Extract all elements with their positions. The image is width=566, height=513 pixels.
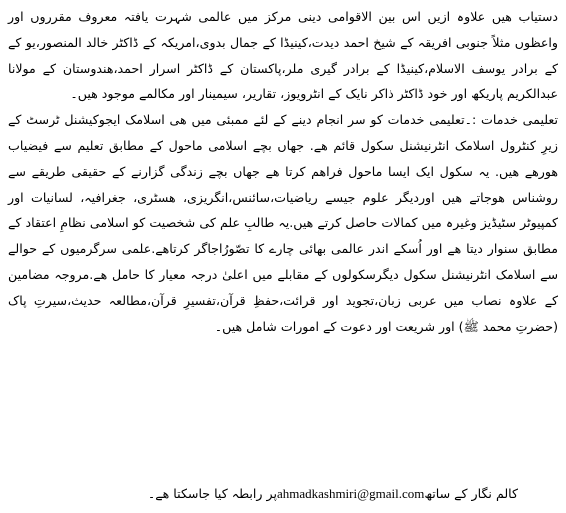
paragraph-educational-services [8, 107, 558, 339]
section-heading-educational-services: تعلیمی خدمات : [471, 112, 558, 128]
paragraph-educational-services-body: ۔تعلیمی خدمات کو سر انجام دینے کے لئے ممبئی میں ھی اسلامک ایجوکیشنل ٹرسٹ کے زیرِ کنٹرول اسلامک انٹرنیشنل سکول قائم ھے. جھاں بچے اسلامی ماحول کے مطابق تعلیم سے فیضیاب ھورھے ھیں. یہ سکول ایک ایسا ماحول فراھم کرتا ھے جھاں بچے زندگی گزارنے کے حقیقی طریقے سے روشناس ھوجاتے ھیں اوردیگر علوم جیسے ریاضیات،سائنس،انگریزی، ھسٹری، جغرافیہ، لسانیات اور کمپیوٹر سٹیڈیز وغیرہ میں کمالات حاصل کرتے ھیں.یہ طالبِ علم کی شخصیت کو اسلامی نظامِ اعتقاد کے مطابق سنوار دیتا ھے اور اُسکے اندر عالمی بھائی چارے کا تصّورُاجاگر کرتاھے.علمی سرگرمیوں کے حوالے سے اسلامک انٹرنیشنل سکول دیگرسکولوں کے مقابلے میں اعلیٰ درجہ معیار کا حامل ھے.مروجہ مضامین کے علاوہ نصاب میں عربی زبان،تجوید اور قرائت،حفظِ قرآن،تفسیرِ قرآن،مطالعہ حدیث،سیرتِ پاک (حضرتِ محمد ﷺ) اور شریعت اور دعوت کے امورات شامل ھیں۔ [8, 112, 558, 334]
author-contact-line [18, 483, 518, 505]
article-body [8, 4, 558, 339]
contact-suffix: پر رابطہ کیا جاسکتا ھے۔ [147, 486, 277, 501]
contact-prefix: کالم نگار کے ساتھ [424, 486, 518, 501]
paragraph-resources: دستیاب ھیں علاوہ ازیں اس بین الاقوامی دینی مرکز میں عالمی شہرت یافتہ معروف مقرروں اور واعظوں مثلاً جنوبی افریقہ کے شیخ احمد دیدت،کینیڈا کے جمال بدوی،امریکہ کے ڈاکٹر خالد المنصور،یو کے کے برادر یوسف الاسلام،کینیڈا کے برادر گیری ملر،پاکستان کے ڈاکٹر اسرار احمد،ھندوستان کے مولانا عبدالکریم پاریکھ اور خود ڈاکٹر ذاکر نایک کے انٹرویوز، تقاریر، سیمینار اور مکالمے موجود ھیں۔ [8, 9, 558, 102]
author-email-link[interactable]: ahmadkashmiri@gmail.com [276, 486, 425, 501]
